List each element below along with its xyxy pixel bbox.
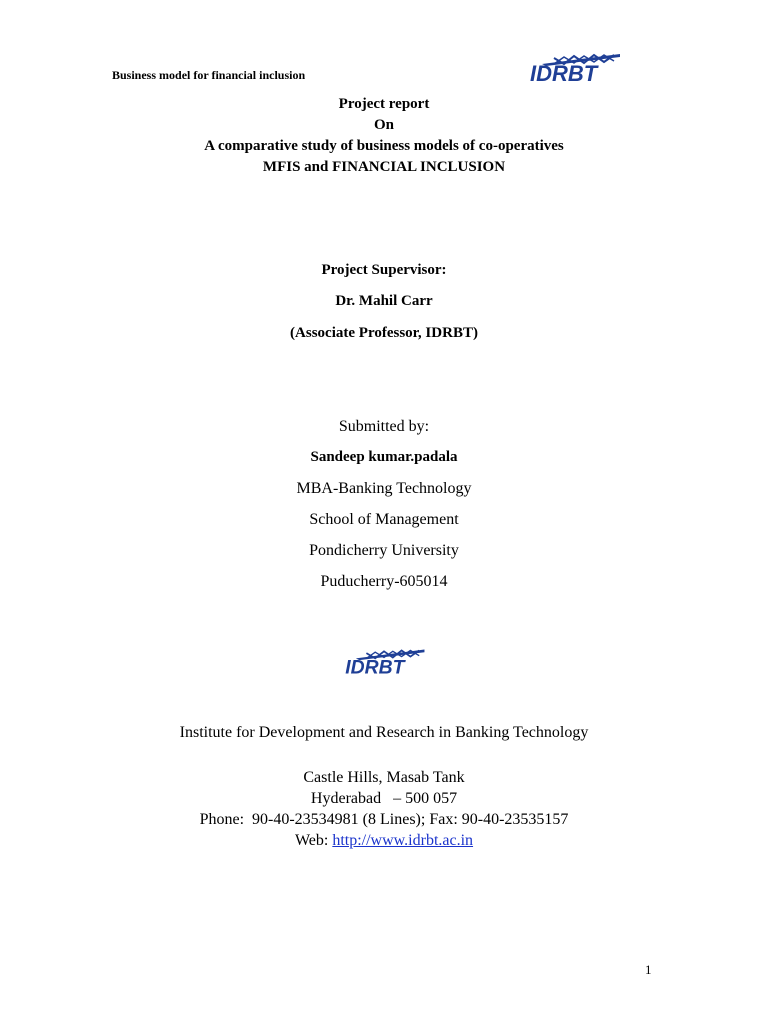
page-number: 1 (645, 962, 652, 977)
institute-name: Institute for Development and Research in Banking Technology (179, 724, 589, 741)
report-title-line1: A comparative study of business models of co-operatives (204, 138, 564, 154)
idrbt-logo (524, 50, 624, 84)
program: MBA-Banking Technology (296, 480, 472, 497)
logo-text: IDRBT (345, 656, 405, 677)
website-line (0, 832, 768, 850)
website-label: Web: (294, 832, 333, 849)
supervisor-name: Dr. Mahil Carr (335, 293, 433, 309)
address-line1: Castle Hills, Masab Tank (303, 769, 465, 786)
city: Puducherry-605014 (320, 573, 448, 590)
supervisor-designation: (Associate Professor, IDRBT) (290, 325, 478, 341)
submitted-by-label: Submitted by: (338, 418, 430, 435)
report-type: Project report (338, 96, 430, 112)
student-name: Sandeep kumar.padala (310, 449, 458, 465)
address-line2: Hyderabad – 500 057 (310, 790, 458, 807)
report-title-line2: MFIS and FINANCIAL INCLUSION (262, 159, 506, 175)
contact-phone-fax: Phone: 90-40-23534981 (8 Lines); Fax: 90-40-23535157 (199, 811, 569, 828)
running-header: Business model for financial inclusion (112, 68, 306, 82)
school: School of Management (309, 511, 459, 528)
logo-text: IDRBT (530, 61, 598, 84)
report-on: On (373, 117, 394, 133)
website-link[interactable]: http://www.idrbt.ac.in (332, 832, 474, 849)
idrbt-logo (340, 645, 428, 677)
supervisor-label: Project Supervisor: (321, 262, 447, 278)
university: Pondicherry University (309, 542, 459, 559)
